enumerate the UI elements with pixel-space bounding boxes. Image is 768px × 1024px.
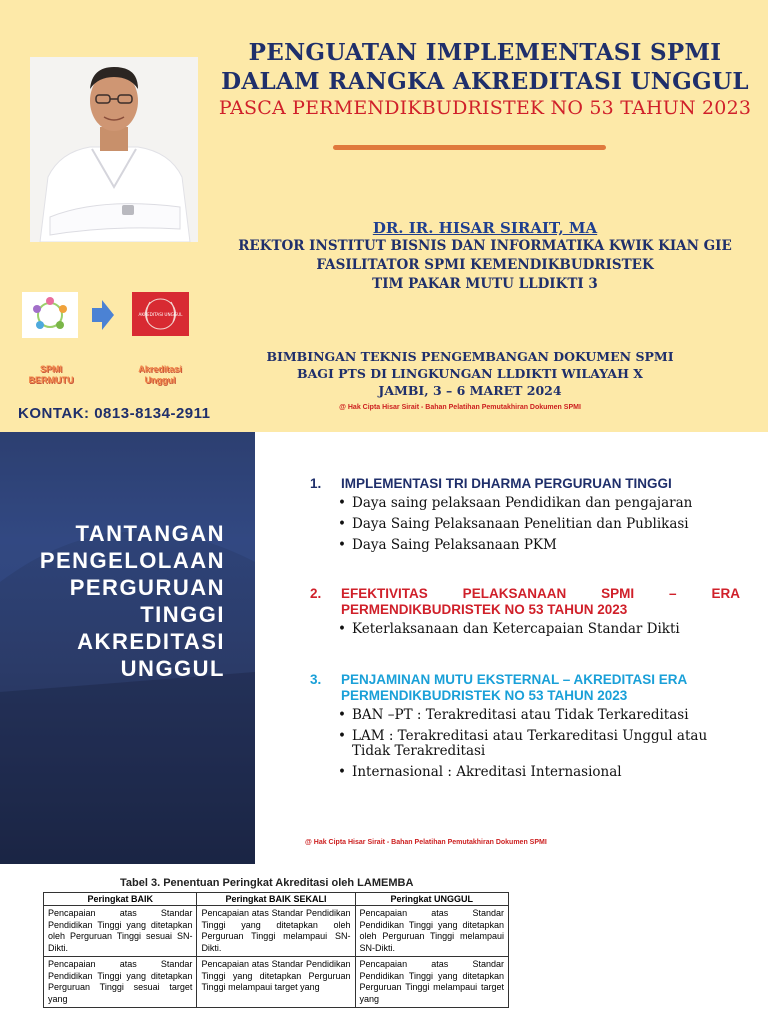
table-row — [44, 957, 509, 1008]
point-1-bullets — [310, 496, 740, 553]
point-3-heading: 3. PENJAMINAN MUTU EKSTERNAL – AKREDITASI ERA PERMENDIKBUDRISTEK NO 53 TAHUN 2023 — [310, 672, 688, 703]
column-header: Peringkat BAIK SEKALI — [197, 893, 355, 906]
point-3 — [310, 672, 740, 786]
copyright-note: @ Hak Cipta Hisar Sirait - Bahan Pelatihan Pemutakhiran Dokumen SPMI — [339, 404, 581, 411]
bullet-item: • Keterlaksanaan dan Ketercapaian Standar Dikti — [310, 622, 740, 637]
table-header-row — [44, 893, 509, 906]
column-header: Peringkat BAIK — [44, 893, 197, 906]
svg-text:AKREDITASI UNGGUL: AKREDITASI UNGGUL — [138, 312, 183, 317]
spmi-bermutu-label: SPMI BERMUTU — [28, 364, 74, 385]
title-line-1: PENGUATAN IMPLEMENTASI SPMI — [248, 39, 722, 66]
column-header: Peringkat UNGGUL — [355, 893, 508, 906]
event-line-1: BIMBINGAN TEKNIS PENGEMBANGAN DOKUMEN SPMI — [266, 349, 674, 364]
table-cell: Pencapaian atas Standar Pendidikan Tinggi yang ditetapkan Perguruan Tinggi melampaui target yang — [197, 957, 355, 1008]
event-line-3: JAMBI, 3 – 6 MARET 2024 — [378, 383, 562, 398]
arrow-right-icon — [92, 300, 114, 330]
title-slide — [0, 0, 768, 432]
bullet-item: • Daya saing pelaksaan Pendidikan dan pengajaran — [310, 496, 740, 511]
speaker-role-3: TIM PAKAR MUTU LLDIKTI 3 — [372, 276, 598, 292]
bullet-item: • LAM : Terakreditasi atau Terkareditasi Unggul atau Tidak Terakreditasi — [310, 729, 740, 759]
table-title: Tabel 3. Penentuan Peringkat Akreditasi oleh LAMEMBA — [120, 877, 414, 889]
point-2-heading: 2. EFEKTIVITAS PELAKSANAAN SPMI – ERA PERMENDIKBUDRISTEK NO 53 TAHUN 2023 — [310, 586, 740, 617]
speaker-name: DR. IR. HISAR SIRAIT, MA — [372, 219, 598, 237]
slide-title — [215, 38, 755, 96]
speaker-role-2: FASILITATOR SPMI KEMENDIKBUDRISTEK — [316, 257, 654, 273]
speaker-role-1: REKTOR INSTITUT BISNIS DAN INFORMATIKA KWIK KIAN GIE — [238, 238, 732, 254]
point-2 — [310, 586, 740, 643]
table-cell: Pencapaian atas Standar Pendidikan Tinggi yang ditetapkan oleh Perguruan Tinggi melampaui SN-Dikti. — [355, 906, 508, 957]
akreditasi-unggul-badge — [132, 292, 189, 336]
table-cell: Pencapaian atas Standar Pendidikan Tinggi yang ditetapkan oleh Perguruan Tinggi sesuai SN-Dikti. — [44, 906, 197, 957]
bullet-item: • Daya Saing Pelaksanaan PKM — [310, 538, 740, 553]
copyright-note: @ Hak Cipta Hisar Sirait - Bahan Pelatihan Pemutakhiran Dokumen SPMI — [305, 839, 547, 846]
spmi-cycle-logo — [22, 292, 78, 338]
event-line-2: BAGI PTS DI LINGKUNGAN LLDIKTI WILAYAH X — [297, 366, 643, 381]
point-1 — [310, 476, 740, 559]
point-2-bullets — [310, 622, 740, 637]
bullet-item: • BAN –PT : Terakreditasi atau Tidak Terkareditasi — [310, 708, 740, 723]
slide-subtitle: PASCA PERMENDIKBUDRISTEK NO 53 TAHUN 2023 — [218, 97, 752, 119]
bullet-item: • Daya Saing Pelaksanaan Penelitian dan Publikasi — [310, 517, 740, 532]
table-cell: Pencapaian atas Standar Pendidikan Tinggi yang ditetapkan oleh Perguruan Tinggi melampaui SN-Dikti. — [197, 906, 355, 957]
accreditation-table-slide — [0, 864, 768, 1024]
challenges-slide — [0, 432, 768, 864]
contact-number: KONTAK: 0813-8134-2911 — [18, 405, 211, 422]
table-cell: Pencapaian atas Standar Pendidikan Tinggi yang ditetapkan Perguruan Tinggi sesuai target yang — [44, 957, 197, 1008]
point-3-bullets — [310, 708, 740, 780]
point-1-heading: 1. IMPLEMENTASI TRI DHARMA PERGURUAN TINGGI — [310, 476, 672, 491]
table-row — [44, 906, 509, 957]
table-cell: Pencapaian atas Standar Pendidikan Tinggi yang ditetapkan Perguruan Tinggi melampaui target yang — [355, 957, 508, 1008]
orange-divider — [333, 145, 606, 150]
speaker-photo — [30, 57, 198, 242]
title-line-2: DALAM RANGKA AKREDITASI UNGGUL — [221, 68, 749, 95]
bullet-item: • Internasional : Akreditasi Internasional — [310, 765, 740, 780]
panel-title: TANTANGAN PENGELOLAAN PERGURUAN TINGGI AKREDITASI UNGGUL — [39, 521, 225, 681]
title-panel — [0, 432, 255, 864]
accreditation-table — [43, 892, 509, 1008]
akreditasi-unggul-label: Akreditasi Unggul — [138, 364, 182, 385]
